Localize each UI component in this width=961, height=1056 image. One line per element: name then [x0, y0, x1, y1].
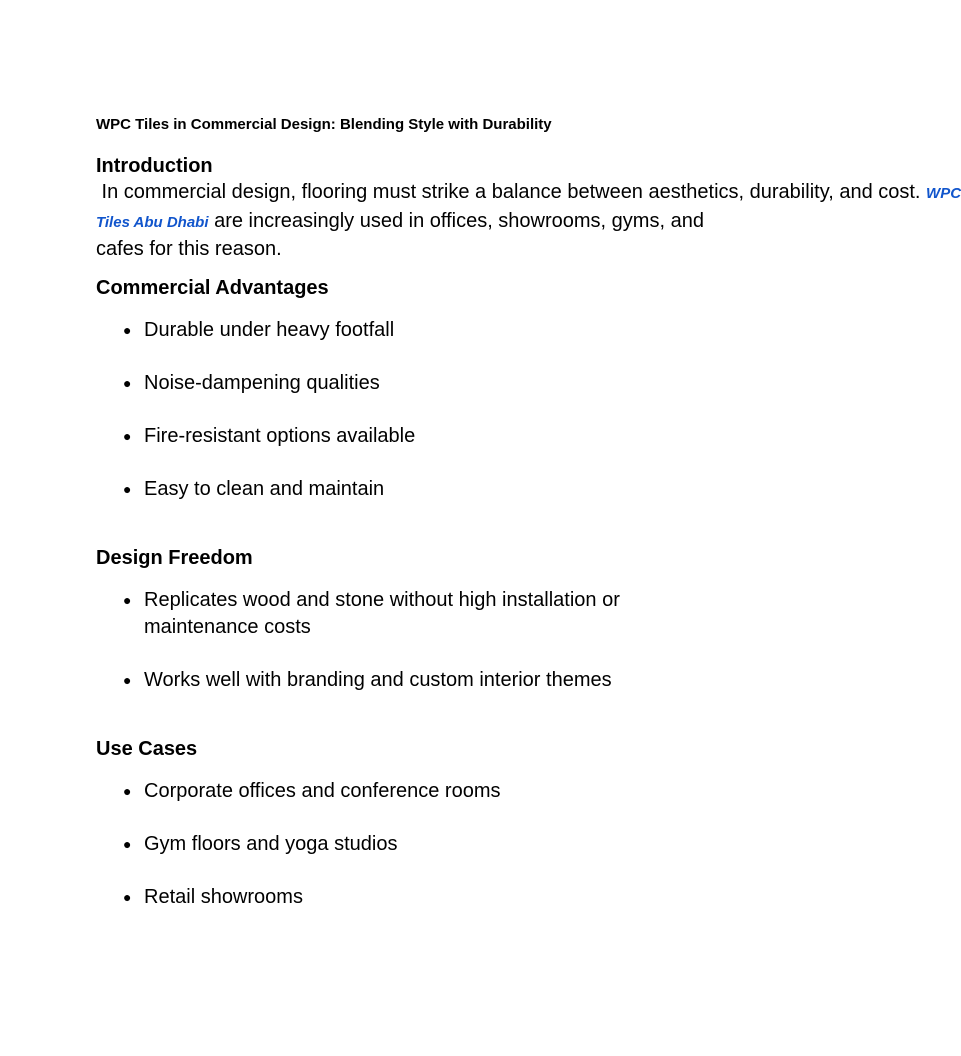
commercial-advantages-heading: Commercial Advantages [96, 277, 329, 299]
bullet-icon: ● [123, 889, 132, 905]
list-item [96, 667, 716, 694]
list-item [96, 778, 716, 805]
list-item [96, 587, 664, 640]
bullet-icon: ● [123, 322, 132, 338]
list-item-text: Easy to clean and maintain [144, 478, 385, 500]
bullet-icon: ● [123, 783, 132, 799]
list-item-text: Corporate offices and conference rooms [144, 780, 501, 802]
list-item [96, 423, 716, 450]
design-freedom-heading: Design Freedom [96, 547, 253, 569]
design-freedom-list [96, 587, 716, 720]
list-item-text: Replicates wood and stone without high installation or maintenance costs [144, 589, 620, 638]
list-item-text: Retail showrooms [144, 886, 303, 908]
bullet-icon: ● [123, 592, 132, 608]
list-item [96, 370, 716, 397]
introduction-text-lead: In commercial design, flooring must strike a balance between aesthetics, durability, and cost. [96, 181, 927, 203]
bullet-icon: ● [123, 671, 132, 688]
bullet-icon: ● [123, 428, 132, 444]
list-item-text: Noise-dampening qualities [144, 372, 380, 394]
bullet-icon: ● [123, 836, 132, 852]
bullet-icon: ● [123, 375, 132, 391]
commercial-advantages-list [96, 317, 716, 529]
list-item [96, 476, 716, 503]
list-item-text: Fire-resistant options available [144, 425, 416, 447]
list-item-text: Gym floors and yoga studios [144, 833, 398, 855]
list-item [96, 317, 716, 344]
list-item [96, 831, 716, 858]
list-item [96, 884, 716, 911]
introduction-heading: Introduction [96, 155, 213, 177]
use-cases-list [96, 778, 716, 937]
bullet-icon: ● [123, 481, 132, 497]
list-item-text: Works well with branding and custom interior themes [144, 668, 612, 691]
introduction-text-tail: are increasingly used in offices, showrooms, gyms, and cafes for this reason. [96, 209, 704, 260]
use-cases-heading: Use Cases [96, 738, 198, 760]
list-item-text: Durable under heavy footfall [144, 319, 395, 341]
wpc-tiles-abu-dhabi-link[interactable]: WPC Tiles Abu Dhabi [96, 185, 961, 231]
document-title: WPC Tiles in Commercial Design: Blending Style with Durability [96, 116, 552, 133]
introduction-paragraph [96, 179, 961, 263]
